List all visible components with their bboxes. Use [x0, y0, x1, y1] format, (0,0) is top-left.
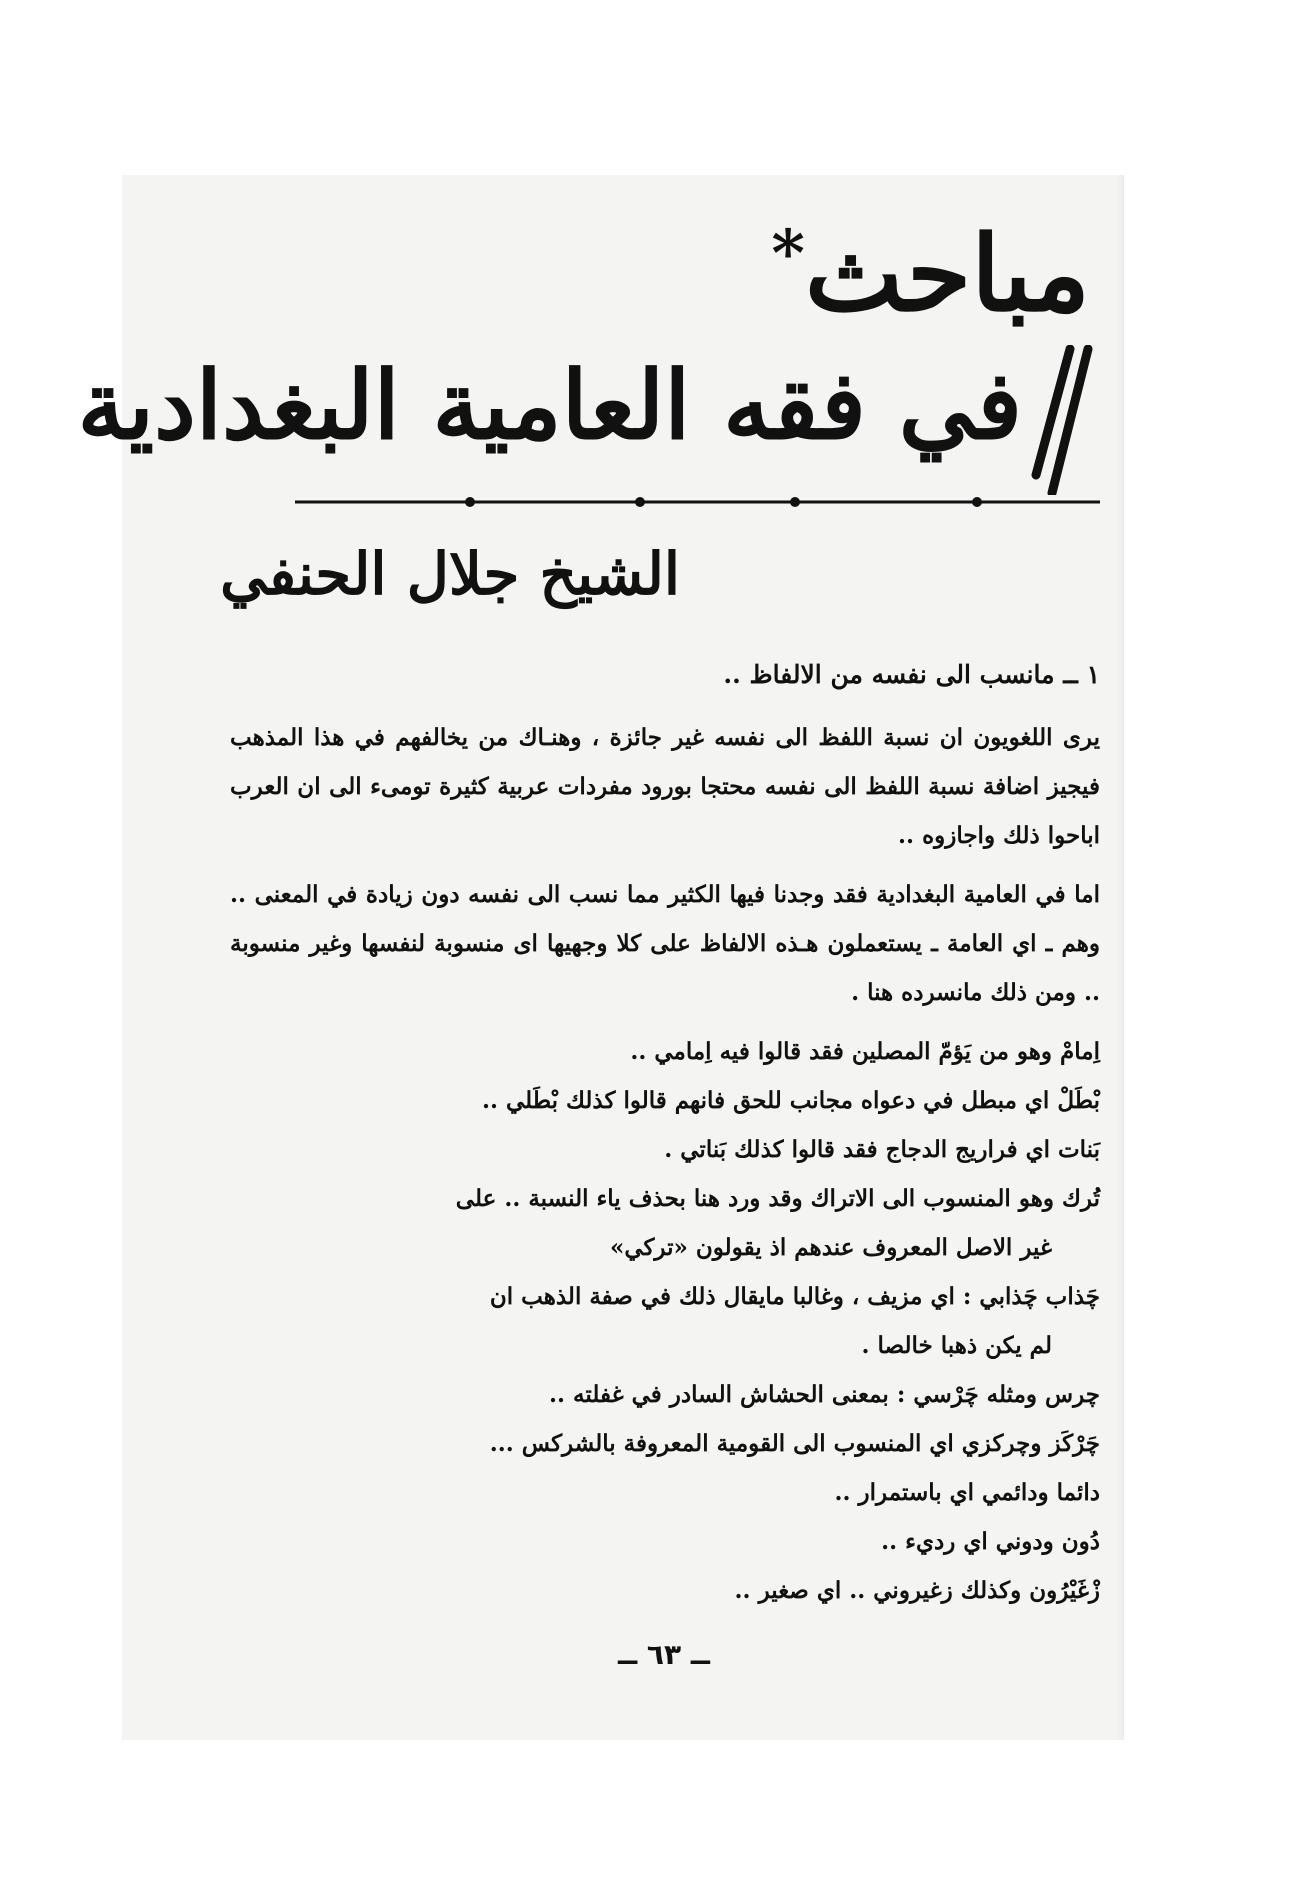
- entry-line: چرس ومثله چَرْسي : بمعنى الحشاش السادر في غفلته ..: [549, 1381, 1100, 1408]
- entry-line: زْغَيْرُون وكذلك زغيروني .. اي صغير ..: [734, 1577, 1100, 1604]
- title-main-text: مباحث: [804, 212, 1090, 335]
- page-number: ــ ٦٣ ــ: [618, 1638, 710, 1671]
- paragraph-baghdadi: اما في العامية البغدادية فقد وجدنا فيها الكثير مما نسب الى نفسه دون زيادة في المعنى .. وهم ـ اي العامة ـ يستعملون هـذه الالفاظ على كلا وجهيها اى منسوبة لنفسها وغير منسوبة .. ومن ذلك مانسرده هنا .: [230, 881, 1100, 1006]
- page-title: [771, 212, 1090, 335]
- entry-line: چَذاب چَذابي : اي مزيف ، وغالبا مايقال ذلك في صفة الذهب ان: [489, 1283, 1100, 1310]
- entry-line: دائما ودائمي اي باستمرار ..: [834, 1479, 1100, 1506]
- entry-line-continued: لم يكن ذهبا خالصا .: [861, 1332, 1052, 1359]
- dotted-divider-rule: [295, 490, 1100, 514]
- double-slash-ornament: [1030, 345, 1100, 495]
- title-asterisk: *: [771, 216, 805, 291]
- entry-line-continued: غير الاصل المعروف عندهم اذ يقولون «تركي»: [609, 1234, 1052, 1261]
- entry-line: چَرْكَز وچركزي اي المنسوب الى القومية المعروفة بالشركس ...: [489, 1430, 1100, 1457]
- entry-line: دُون ودوني اي رديء ..: [881, 1528, 1100, 1555]
- entry-line: تُرك وهو المنسوب الى الاتراك وقد ورد هنا بحذف ياء النسبة .. على: [455, 1185, 1100, 1212]
- paragraph-intro: يرى اللغويون ان نسبة اللفظ الى نفسه غير جائزة ، وهنـاك من يخالفهم في هذا المذهب فيجيز اضافة نسبة اللفظ الى نفسه محتجا بورود مفردات عربية كثيرة تومىء الى ان العرب اباحوا ذلك واجازوه ..: [230, 724, 1100, 849]
- entry-line: بَنات اي فراريج الدجاج فقد قالوا كذلك بَناتي .: [664, 1136, 1100, 1163]
- entry-line: اِمامْ وهو من يَؤمّ المصلين فقد قالوا فيه اِمامي ..: [630, 1038, 1100, 1065]
- entry-line: بْطَلْ اي مبطل في دعواه مجانب للحق فانهم قالوا كذلك بْطَلي ..: [481, 1087, 1100, 1114]
- author-name: الشيخ جلال الحنفي: [220, 540, 680, 608]
- page-subtitle: في فقه العامية البغدادية: [77, 351, 1022, 461]
- section-heading: ١ ــ مانسب الى نفسه من الالفاظ ..: [723, 660, 1100, 689]
- article-body: [230, 650, 1100, 1615]
